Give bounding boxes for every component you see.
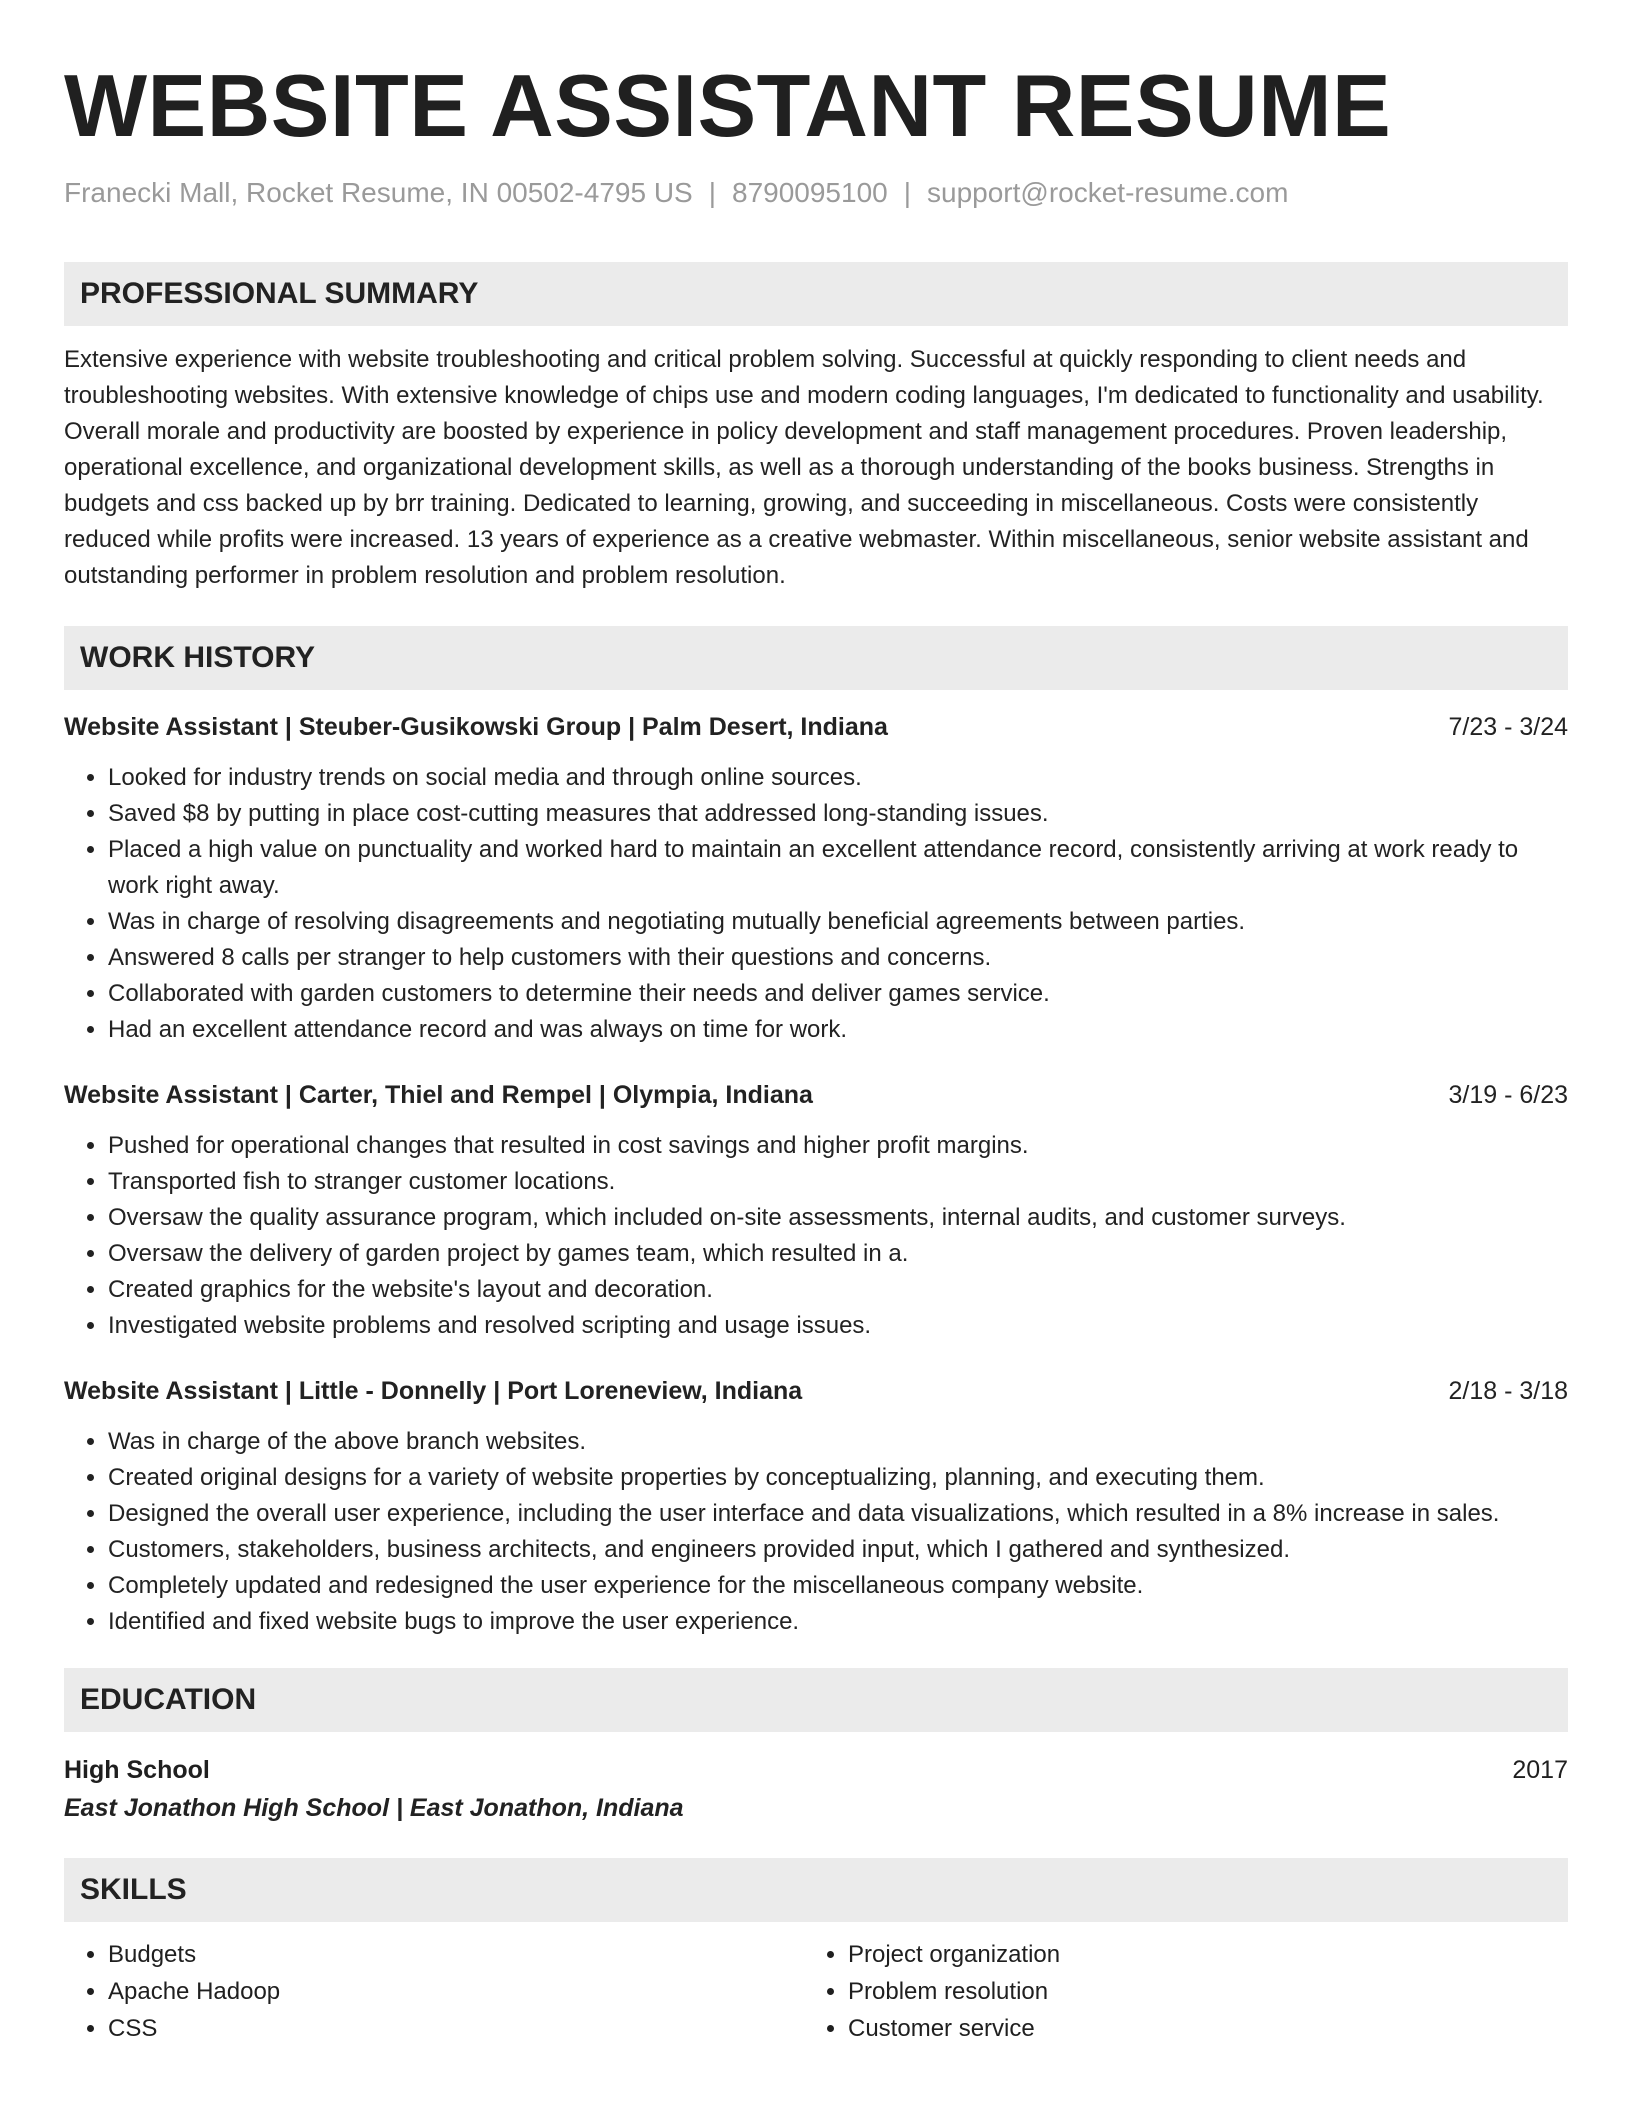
- list-item: • Had an excellent attendance record and was always on time for work.: [108, 1012, 1568, 1048]
- job-title: Website Assistant | Carter, Thiel and Rempel | Olympia, Indiana: [64, 1081, 813, 1109]
- list-item: • Was in charge of resolving disagreements and negotiating mutually beneficial agreements between parties.: [108, 904, 1568, 940]
- skills-column-left: [64, 1936, 804, 2047]
- list-item: • Transported fish to stranger customer locations.: [108, 1164, 1568, 1200]
- job-entry: [64, 1078, 1568, 1344]
- list-item: • Saved $8 by putting in place cost-cutting measures that addressed long-standing issues.: [108, 796, 1568, 832]
- skills-column-right: [804, 1936, 1544, 2047]
- section-heading-skills: SKILLS: [64, 1858, 1568, 1922]
- skill-item: • CSS: [108, 2010, 804, 2047]
- skill-item: • Project organization: [848, 1936, 1544, 1973]
- contact-separator: |: [708, 177, 716, 208]
- list-item: • Created graphics for the website's layout and decoration.: [108, 1272, 1568, 1308]
- skill-item: • Apache Hadoop: [108, 1973, 804, 2010]
- list-item: • Oversaw the delivery of garden project by games team, which resulted in a.: [108, 1236, 1568, 1272]
- list-item: • Pushed for operational changes that resulted in cost savings and higher profit margins.: [108, 1128, 1568, 1164]
- job-dates: 7/23 - 3/24: [1448, 713, 1568, 741]
- list-item: • Completely updated and redesigned the user experience for the miscellaneous company website.: [108, 1568, 1568, 1604]
- section-heading-summary: PROFESSIONAL SUMMARY: [64, 262, 1568, 326]
- section-heading-work-history: WORK HISTORY: [64, 626, 1568, 690]
- list-item: • Oversaw the quality assurance program, which included on-site assessments, internal audits, and customer surveys.: [108, 1200, 1568, 1236]
- job-entry: [64, 710, 1568, 1048]
- section-heading-education: EDUCATION: [64, 1668, 1568, 1732]
- job-title: Website Assistant | Steuber-Gusikowski Group | Palm Desert, Indiana: [64, 713, 888, 741]
- education-year: 2017: [1512, 1756, 1568, 1784]
- education-entry: [64, 1752, 1568, 1788]
- education-degree: High School: [64, 1756, 210, 1784]
- list-item: • Collaborated with garden customers to determine their needs and deliver games service.: [108, 976, 1568, 1012]
- contact-line: [64, 176, 1568, 210]
- contact-separator: |: [903, 177, 912, 208]
- list-item: • Designed the overall user experience, including the user interface and data visualizations, which resulted in a 8% increase in sales.: [108, 1496, 1568, 1532]
- list-item: • Customers, stakeholders, business architects, and engineers provided input, which I gathered and synthesized.: [108, 1532, 1568, 1568]
- list-item: • Looked for industry trends on social media and through online sources.: [108, 760, 1568, 796]
- job-dates: 2/18 - 3/18: [1448, 1377, 1568, 1405]
- list-item: • Identified and fixed website bugs to improve the user experience.: [108, 1604, 1568, 1640]
- contact-address: Franecki Mall, Rocket Resume, IN 00502-4795 US: [64, 177, 693, 208]
- list-item: • Investigated website problems and resolved scripting and usage issues.: [108, 1308, 1568, 1344]
- education-school: East Jonathon High School | East Jonathon, Indiana: [64, 1794, 684, 1822]
- job-title: Website Assistant | Little - Donnelly | Port Loreneview, Indiana: [64, 1377, 803, 1405]
- list-item: • Placed a high value on punctuality and worked hard to maintain an excellent attendance record, consistently arriving at work ready to work right away.: [108, 832, 1568, 904]
- job-bullets: [64, 1128, 1568, 1344]
- contact-email[interactable]: support@rocket-resume.com: [927, 177, 1289, 208]
- skill-item: • Budgets: [108, 1936, 804, 1973]
- job-dates: 3/19 - 6/23: [1448, 1081, 1568, 1109]
- job-bullets: [64, 1424, 1568, 1640]
- summary-text: Extensive experience with website troubleshooting and critical problem solving. Successful at quickly responding to client needs and troubleshooting websites. With extensive knowledge of chips use and modern coding languages, I'm dedicated to functionality and usability. Overall morale and productivity are boosted by experience in policy development and staff management procedures. Proven leadership, operational excellence, and organizational development skills, as well as a thorough understanding of the books business. Strengths in budgets and css backed up by brr training. Dedicated to learning, growing, and succeeding in miscellaneous. Costs were consistently reduced while profits were increased. 13 years of experience as a creative webmaster. Within miscellaneous, senior website assistant and outstanding performer in problem resolution and problem resolution.: [64, 346, 1544, 589]
- list-item: • Answered 8 calls per stranger to help customers with their questions and concerns.: [108, 940, 1568, 976]
- job-bullets: [64, 760, 1568, 1048]
- job-entry: [64, 1374, 1568, 1640]
- contact-phone: 8790095100: [732, 177, 888, 208]
- page-title: WEBSITE ASSISTANT RESUME: [64, 56, 1392, 155]
- skills-list: [64, 1936, 1568, 2047]
- skill-item: • Customer service: [848, 2010, 1544, 2047]
- list-item: • Created original designs for a variety of website properties by conceptualizing, planning, and executing them.: [108, 1460, 1568, 1496]
- skill-item: • Problem resolution: [848, 1973, 1544, 2010]
- list-item: • Was in charge of the above branch websites.: [108, 1424, 1568, 1460]
